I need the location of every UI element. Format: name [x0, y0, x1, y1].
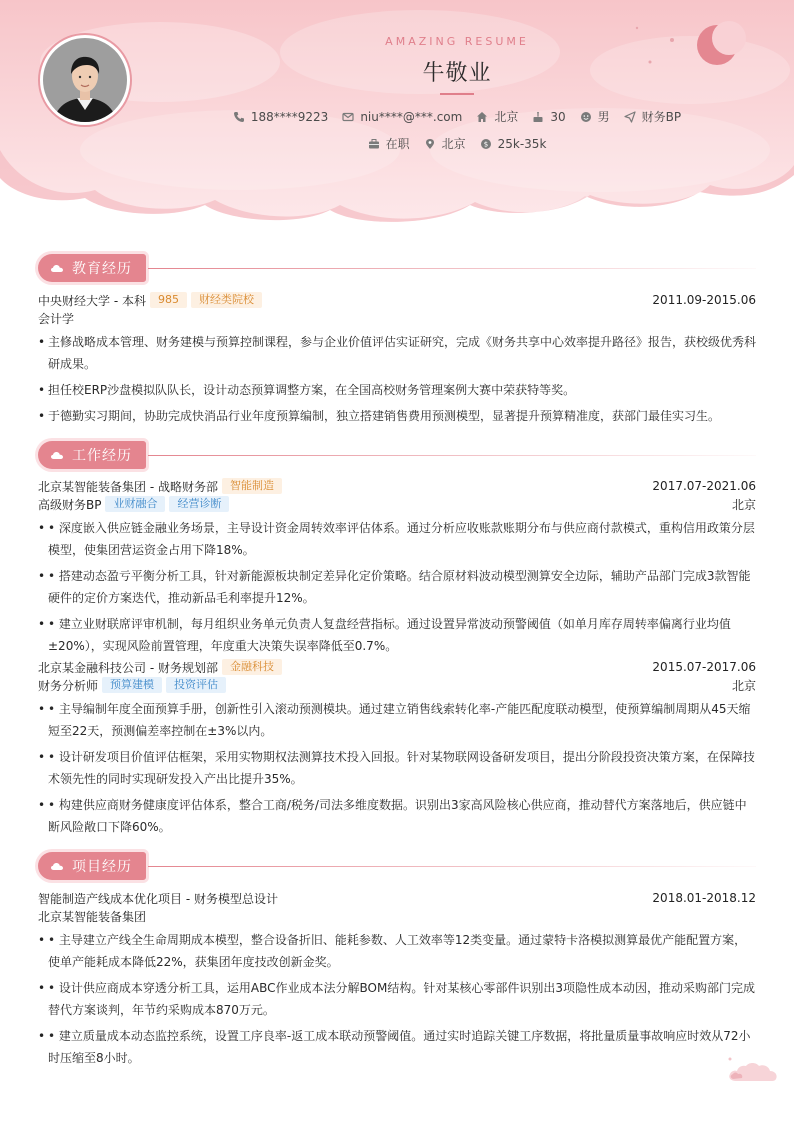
hometown-text: 北京 [494, 110, 519, 124]
project-title: 项目经历 [72, 859, 132, 875]
project-name: 智能制造产线成本优化项目 - 财务模型总设计 [38, 891, 278, 906]
work-position-row [38, 676, 756, 694]
work-title-pill [38, 441, 146, 469]
work-entry [38, 658, 756, 838]
position-tag: 业财融合 [105, 496, 165, 512]
cloud-icon [50, 861, 64, 871]
list-item: • • 搭建动态盈亏平衡分析工具，针对新能源板块制定差异化定价策略。结合原材料波动模型测算安全边际，辅助产品部门完成3款智能硬件的定价方案迭代，推动新品毛利率提升12%。 [38, 565, 756, 609]
project-section [38, 850, 756, 1069]
contact-hometown [476, 108, 518, 125]
school-tag: 985 [150, 292, 187, 308]
company-name: 北京某金融科技公司 - 财务规划部 [38, 660, 218, 675]
position-tag: 预算建模 [102, 677, 162, 693]
gender-text: 男 [597, 110, 610, 124]
resume-eyebrow: AMAZING RESUME [385, 35, 529, 48]
list-item: • • 深度嵌入供应链金融业务场景，主导设计资金周转效率评估体系。通过分析应收账款账期分布与供应商付款模式，重构信用政策分层模型，使集团营运资金占用下降18%。 [38, 517, 756, 561]
decorative-cloud-icon [724, 1053, 782, 1085]
contact-gender [580, 108, 610, 125]
location-icon [424, 138, 436, 150]
email-icon [342, 111, 354, 123]
education-title: 教育经历 [72, 261, 132, 277]
education-entry [38, 291, 756, 427]
education-school-row [38, 291, 756, 309]
work-city: 北京 [731, 497, 756, 512]
candidate-name: 牛敬业 [422, 61, 492, 86]
svg-text:$: $ [483, 140, 488, 149]
cake-icon [532, 111, 544, 123]
cloud-icon [50, 450, 64, 460]
name-underline [440, 93, 474, 95]
work-position-row [38, 495, 756, 513]
age-text: 30 [550, 109, 566, 124]
education-title-pill [38, 254, 146, 282]
project-title-pill [38, 852, 146, 880]
company-tag: 智能制造 [222, 478, 282, 494]
contact-status [368, 135, 410, 152]
work-period: 2017.07-2021.06 [652, 479, 756, 493]
school-tag: 财经类院校 [191, 292, 262, 308]
location-text: 北京 [441, 137, 466, 151]
education-bullets [38, 331, 756, 427]
education-section [38, 252, 756, 427]
section-divider [148, 455, 756, 456]
project-org: 北京某智能装备集团 [38, 909, 147, 924]
list-item: • 担任校ERP沙盘模拟队队长，设计动态预算调整方案，在全国高校财务管理案例大赛中荣获特等奖。 [38, 379, 756, 401]
contact-location [424, 135, 466, 152]
school-name: 中央财经大学 - 本科 [38, 293, 146, 308]
briefcase-icon [368, 138, 380, 150]
education-period: 2011.09-2015.06 [652, 293, 756, 307]
home-icon [476, 111, 488, 123]
list-item: • • 主导建立产线全生命周期成本模型，整合设备折旧、能耗参数、人工效率等12类变量。通过蒙特卡洛模拟测算最优产能配置方案，使单产能耗成本降低22%，获集团年度技改创新金奖。 [38, 929, 756, 973]
education-heading [38, 252, 756, 284]
contact-salary [480, 135, 547, 152]
work-section [38, 439, 756, 838]
project-period: 2018.01-2018.12 [652, 891, 756, 905]
salary-icon [480, 138, 492, 150]
send-icon [624, 111, 636, 123]
project-entry [38, 889, 756, 1069]
list-item: • • 设计供应商成本穿透分析工具，运用ABC作业成本法分解BOM结构。针对某核心零部件识别出3项隐性成本动因，推动采购部门完成替代方案谈判，年节约采购成本870万元。 [38, 977, 756, 1021]
list-item: • • 设计研发项目价值评估框架，采用实物期权法测算技术投入回报。针对某物联网设备研发项目，提出分阶段投资决策方案，在保障技术领先性的同时实现研发投入产出比提升35%。 [38, 746, 756, 790]
work-title: 工作经历 [72, 448, 132, 464]
contact-email [342, 108, 462, 125]
status-text: 在职 [385, 137, 410, 151]
project-heading [38, 850, 756, 882]
list-item: • 主修战略成本管理、财务建模与预算控制课程，参与企业价值评估实证研究，完成《财务共享中心效率提升路径》报告，获校级优秀科研成果。 [38, 331, 756, 375]
cloud-icon [50, 263, 64, 273]
salary-text: 25k-35k [497, 136, 547, 151]
contact-target-role [624, 108, 681, 125]
work-company-row [38, 658, 756, 676]
work-heading [38, 439, 756, 471]
major-name: 会计学 [38, 311, 75, 326]
work-city: 北京 [731, 678, 756, 693]
list-item: • • 建立业财联席评审机制，每月组织业务单元负责人复盘经营指标。通过设置异常波动预警阈值（如单月库存周转率偏离行业均值±20%），实现风险前置管理，年度重大决策失误率降低至0.7%。 [38, 613, 756, 657]
education-major-row [38, 309, 756, 327]
project-bullets [38, 929, 756, 1069]
phone-icon [233, 111, 245, 123]
phone-text: 188****9223 [250, 109, 329, 124]
section-divider [148, 866, 756, 867]
position-tag: 投资评估 [166, 677, 226, 693]
contact-phone [233, 108, 328, 125]
work-bullets [38, 698, 756, 838]
email-text: niu****@***.com [360, 109, 463, 124]
contact-row-1 [0, 108, 794, 125]
position-tag: 经营诊断 [169, 496, 229, 512]
contact-row-2 [0, 135, 794, 152]
list-item: • • 主导编制年度全面预算手册，创新性引入滚动预测模块。通过建立销售线索转化率-产能匹配度联动模型，使预算编制周期从45天缩短至22天，预测偏差率控制在±3%以内。 [38, 698, 756, 742]
company-tag: 金融科技 [222, 659, 282, 675]
project-name-row [38, 889, 756, 907]
section-divider [148, 268, 756, 269]
list-item: • • 建立质量成本动态监控系统，设置工序良率-返工成本联动预警阈值。通过实时追踪关键工序数据，将批量质量事故响应时效从72小时压缩至8小时。 [38, 1025, 756, 1069]
work-entry [38, 477, 756, 657]
gender-icon [580, 111, 592, 123]
list-item: • • 构建供应商财务健康度评估体系，整合工商/税务/司法多维度数据。识别出3家高风险核心供应商，推动替代方案落地后，供应链中断风险敞口下降60%。 [38, 794, 756, 838]
target-role-text: 财务BP [641, 110, 682, 124]
position-name: 高级财务BP [38, 497, 102, 512]
position-name: 财务分析师 [38, 678, 99, 693]
project-org-row [38, 907, 756, 925]
work-period: 2015.07-2017.06 [652, 660, 756, 674]
work-bullets [38, 517, 756, 657]
contact-age [532, 108, 565, 125]
company-name: 北京某智能装备集团 - 战略财务部 [38, 479, 218, 494]
list-item: • 于德勤实习期间，协助完成快消品行业年度预算编制，独立搭建销售费用预测模型，显著提升预算精准度，获部门最佳实习生。 [38, 405, 756, 427]
work-company-row [38, 477, 756, 495]
